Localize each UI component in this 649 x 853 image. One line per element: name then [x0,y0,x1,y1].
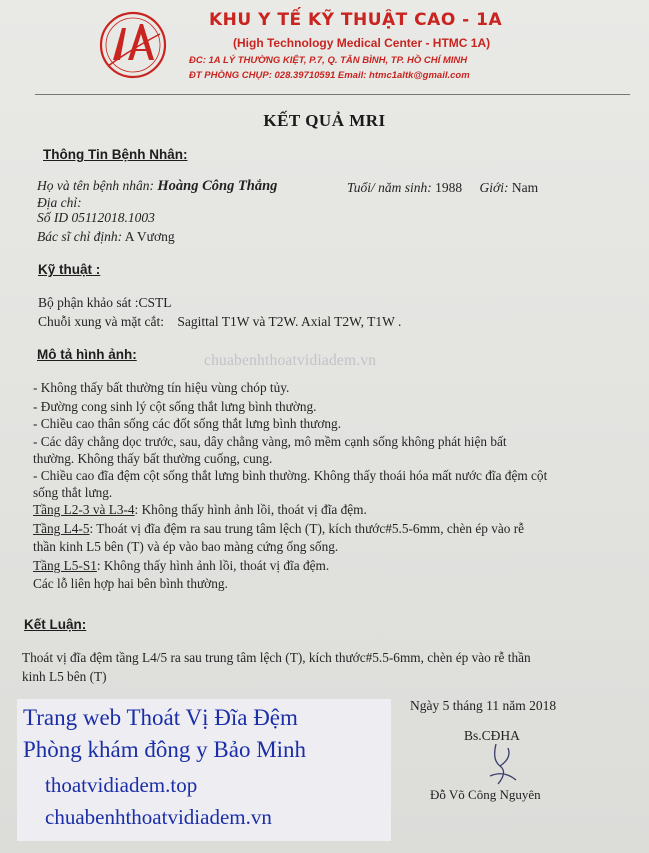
patient-name-label: Họ và tên bệnh nhân: [37,178,154,193]
level-row-continued: thần kinh L5 bên (T) và ép vào bao màng cứng ống sống. [33,539,339,554]
hospital-name: KHU Y TẾ KỸ THUẬT CAO - 1A [209,10,503,30]
signature-date: Ngày 5 tháng 11 năm 2018 [410,698,557,713]
referring-doctor: A Vương [124,229,175,244]
report-title: KẾT QUẢ MRI [263,111,386,130]
hospital-contact: ĐT PHÒNG CHỤP: 028.39710591 Email: htmc1altk@gmail.com [189,70,470,81]
sequence-label: Chuỗi xung và mặt cắt: [38,314,164,329]
level-label: Tầng L2-3 và L3-4 [33,502,135,517]
patient-id: Số ID 05112018.1003 [37,210,155,225]
level-label: Tầng L4-5 [33,521,90,536]
age-label: Tuổi/ năm sinh: [347,180,432,195]
hospital-logo [98,10,168,80]
description-line: - Chiều cao thân sống các đốt sống thắt lưng bình thương. [33,416,342,431]
description-line: - Không thấy bất thường tín hiệu vùng chóp tủy. [33,380,290,395]
level-text: : Không thấy hình ảnh lồi, thoát vị đĩa đệm. [96,558,330,573]
level-text: : Thoát vị đĩa đệm ra sau trung tâm lệch (T), kích thước#5.5-6mm, chèn ép vào rễ [89,521,525,536]
conclusion-heading: Kết Luận: [24,617,87,632]
doctor-row [37,229,175,245]
promo-line-1: Trang web Thoát Vị Đĩa Đệm [23,705,298,730]
level-row-l5-s1 [33,558,329,574]
hospital-name-en: (High Technology Medical Center - HTMC 1A) [233,36,491,50]
description-line: thường. Không thấy bất thường cuống, cung. [33,451,273,466]
patient-name-row [37,178,277,195]
level-row-foramina: Các lỗ liên hợp hai bên bình thường. [33,576,228,591]
patient-name: Hoàng Công Thắng [157,178,278,194]
gender-label: Giới: [479,180,509,195]
conclusion-line: kinh L5 bên (T) [22,669,107,684]
sequence-value: Sagittal T1W và T2W. Axial T2W, T1W . [177,314,402,329]
doctor-label: Bác sĩ chỉ định: [37,229,123,244]
promo-line-2: Phòng khám đông y Bảo Minh [23,737,307,762]
description-heading: Mô tả hình ảnh: [37,347,137,362]
signature-title: Bs.CĐHA [464,728,520,743]
level-row-l2-l4 [33,502,367,518]
promo-link-2[interactable]: chuabenhthoatvidiadem.vn [45,805,272,829]
level-label: Tầng L5-S1 [33,558,97,573]
description-line: - Chiều cao đĩa đệm cột sống thắt lưng bình thường. Không thấy thoái hóa mất nước đĩa đệm cột [33,468,548,483]
watermark-text: chuabenhthoatvidiadem.vn [204,352,377,369]
description-line: sống thắt lưng. [33,485,113,500]
description-line: - Các dây chằng dọc trước, sau, dây chằng vàng, mô mềm cạnh sống không phát hiện bất [33,434,507,449]
exam-region: Bộ phận khảo sát :CSTL [38,295,172,310]
hospital-address: ĐC: 1A LÝ THƯỜNG KIỆT, P.7, Q. TÂN BÌNH, TP. HỒ CHÍ MINH [189,55,468,66]
technique-heading: Kỹ thuật : [38,262,101,277]
patient-age-row [347,180,538,196]
signing-doctor: Đỗ Võ Công Nguyên [430,787,541,802]
header-divider [35,94,630,95]
sequence-row [38,314,401,330]
patient-address-label: Địa chỉ: [37,195,82,210]
gender: Nam [511,180,539,195]
patient-section-heading: Thông Tin Bệnh Nhân: [43,147,188,162]
promo-link-1[interactable]: thoatvidiadem.top [45,773,198,797]
birth-year: 1988 [435,180,463,195]
promo-overlay [17,699,391,841]
level-row-l4-l5 [33,521,524,537]
conclusion-line: Thoát vị đĩa đệm tầng L4/5 ra sau trung tâm lệch (T), kích thước#5.5-6mm, chèn ép vào rễ thần [22,650,531,665]
level-text: : Không thấy hình ảnh lồi, thoát vị đĩa đệm. [134,502,367,517]
description-line: - Đường cong sinh lý cột sống thắt lưng bình thường. [33,399,317,414]
signature-mark [478,740,528,790]
